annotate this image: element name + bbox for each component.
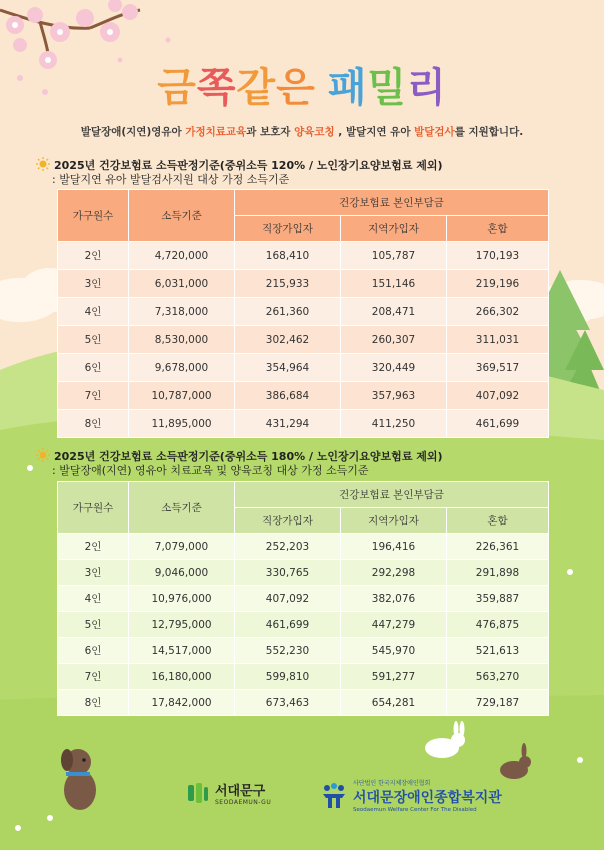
logo2-name: 서대문장애인종합복지관 [353, 790, 502, 806]
header-household: 가구원수 [58, 482, 129, 534]
table-row: 4인 10,976,000 407,092 382,076 359,887 [58, 586, 549, 612]
header-premium: 건강보험료 본인부담금 [235, 482, 549, 508]
table-row: 6인 14,517,000 552,230 545,970 521,613 [58, 638, 549, 664]
header-income: 소득기준 [129, 482, 235, 534]
welfare-center-emblem-icon [320, 782, 348, 810]
table-row: 2인 7,079,000 252,203 196,416 226,361 [58, 534, 549, 560]
table-row: 7인 10,787,000 386,684 357,963 407,092 [58, 382, 549, 410]
header-premium: 건강보험료 본인부담금 [235, 190, 549, 216]
table-row: 4인 7,318,000 261,360 208,471 266,302 [58, 298, 549, 326]
income-table-120 [57, 189, 549, 438]
header-income: 소득기준 [129, 190, 235, 242]
table-row: 3인 6,031,000 215,933 151,146 219,196 [58, 270, 549, 298]
header-household: 가구원수 [58, 190, 129, 242]
title-char: 밀 [367, 65, 408, 111]
section1-heading: 2025년 건강보험료 소득판정기준(중위소득 120% / 노인장기요양보험료 제외) [36, 155, 443, 173]
table-row: 6인 9,678,000 354,964 320,449 369,517 [58, 354, 549, 382]
welfare-center-logo [320, 778, 502, 813]
income-table-180 [57, 481, 549, 716]
logo2-small: 사단법인 한국지체장애인협회 [353, 780, 431, 787]
header-employee: 직장가입자 [235, 508, 341, 534]
title-char: 같 [236, 65, 277, 111]
page-subtitle: 발달장애(지연)영유아 가정치료교육과 보호자 양육코칭 , 발달지연 유아 발달검사를 지원합니다. [80, 126, 524, 138]
table-row: 8인 11,895,000 431,294 411,250 461,699 [58, 410, 549, 438]
table-row: 5인 8,530,000 302,462 260,307 311,031 [58, 326, 549, 354]
logo1-name: 서대문구 [215, 784, 266, 799]
header-regional: 지역가입자 [341, 508, 447, 534]
section1-subheading: : 발달지연 유아 발달검사지원 대상 가정 소득기준 [52, 173, 290, 186]
logo1-eng: SEODAEMUN-GU [215, 799, 272, 806]
table-row: 3인 9,046,000 330,765 292,298 291,898 [58, 560, 549, 586]
title-char: 쪽 [196, 65, 237, 111]
header-mixed: 혼합 [447, 508, 549, 534]
title-char: 금 [157, 65, 197, 111]
table-row: 8인 17,842,000 673,463 654,281 729,187 [58, 690, 549, 716]
seodaemun-emblem-icon [186, 781, 210, 805]
logo2-eng: Seodaemun Welfare Center For The Disabled [353, 807, 477, 813]
header-employee: 직장가입자 [235, 216, 341, 242]
title-char: 패 [327, 65, 368, 111]
table-row: 2인 4,720,000 168,410 105,787 170,193 [58, 242, 549, 270]
header-mixed: 혼합 [447, 216, 549, 242]
page-title [0, 56, 604, 113]
section2-subheading: : 발달장애(지연) 영유아 치료교육 및 양육코칭 대상 가정 소득기준 [52, 464, 369, 477]
table-row: 7인 16,180,000 599,810 591,277 563,270 [58, 664, 549, 690]
table-row: 5인 12,795,000 461,699 447,279 476,875 [58, 612, 549, 638]
sun-icon [36, 157, 50, 171]
title-char: 리 [407, 65, 447, 111]
sun-icon [36, 448, 50, 462]
title-char: 은 [276, 65, 316, 111]
header-regional: 지역가입자 [341, 216, 447, 242]
seodaemun-gu-logo [186, 780, 271, 806]
section2-heading: 2025년 건강보험료 소득판정기준(중위소득 180% / 노인장기요양보험료 제외) [36, 446, 443, 464]
